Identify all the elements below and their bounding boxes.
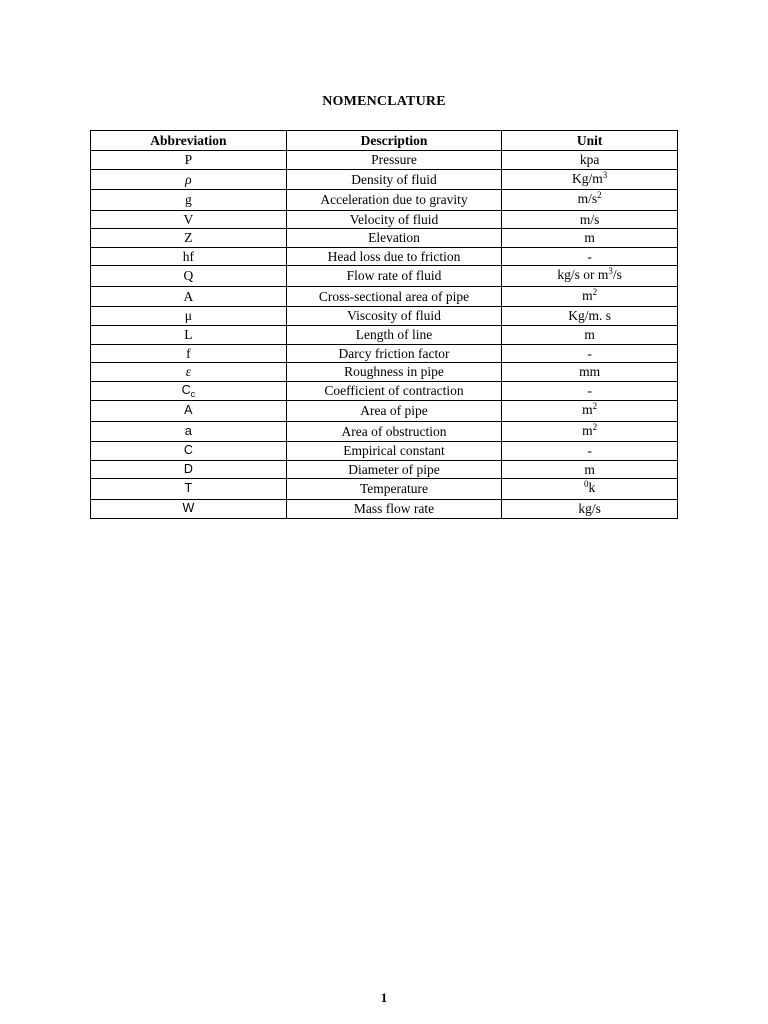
description-cell: Area of pipe: [286, 401, 502, 422]
table-row: [91, 381, 678, 401]
unit-cell: [502, 190, 678, 211]
abbreviation-cell: ε: [91, 363, 287, 382]
unit-cell: [502, 286, 678, 307]
table-row: [91, 247, 678, 266]
abbreviation-cell: μ: [91, 307, 287, 326]
unit-base: m: [582, 287, 593, 303]
unit-base: m: [582, 402, 593, 418]
abbreviation-cell: a: [91, 421, 287, 442]
abbreviation-base: C: [181, 382, 191, 397]
table-row: [91, 286, 678, 307]
unit-prefix: kg/s or m: [557, 267, 609, 283]
abbreviation-cell: A: [91, 401, 287, 422]
abbreviation-cell: hf: [91, 247, 287, 266]
page-number: 1: [380, 990, 388, 1005]
abbreviation-cell: Q: [91, 266, 287, 287]
abbreviation-cell: ρ: [91, 169, 287, 190]
unit-cell: kpa: [502, 151, 678, 170]
abbreviation-cell: A: [91, 286, 287, 307]
description-cell: Acceleration due to gravity: [286, 190, 502, 211]
table-row: [91, 151, 678, 170]
header-unit: Unit: [502, 131, 678, 151]
table-row: [91, 190, 678, 211]
unit-superscript: 2: [592, 286, 598, 297]
abbreviation-cell: [91, 381, 287, 401]
unit-cell: Kg/m. s: [502, 307, 678, 326]
abbreviation-cell: T: [91, 479, 287, 500]
table-row: [91, 363, 678, 382]
unit-cell: [502, 479, 678, 500]
description-cell: Flow rate of fluid: [286, 266, 502, 287]
unit-cell: m: [502, 325, 678, 344]
table-row: [91, 169, 678, 190]
unit-cell: m/s: [502, 210, 678, 229]
unit-superscript: 3: [608, 266, 613, 277]
nomenclature-table: [90, 130, 678, 519]
description-cell: Roughness in pipe: [286, 363, 502, 382]
unit-cell: [502, 401, 678, 422]
abbreviation-cell: V: [91, 210, 287, 229]
unit-cell: -: [502, 442, 678, 461]
description-cell: Diameter of pipe: [286, 460, 502, 479]
table-row: [91, 210, 678, 229]
unit-cell: -: [502, 344, 678, 363]
description-cell: Velocity of fluid: [286, 210, 502, 229]
page-title: NOMENCLATURE: [322, 94, 446, 109]
description-cell: Viscosity of fluid: [286, 307, 502, 326]
abbreviation-cell: C: [91, 442, 287, 461]
unit-base: m: [582, 422, 593, 438]
unit-cell: kg/s: [502, 499, 678, 518]
table-row: [91, 344, 678, 363]
unit-superscript: 3: [602, 169, 608, 180]
abbreviation-cell: Z: [91, 229, 287, 248]
table-row: [91, 325, 678, 344]
table-header-row: [91, 131, 678, 151]
description-cell: Length of line: [286, 325, 502, 344]
abbreviation-cell: f: [91, 344, 287, 363]
abbreviation-subscript: c: [190, 388, 196, 399]
abbreviation-cell: W: [91, 499, 287, 518]
description-cell: Empirical constant: [286, 442, 502, 461]
unit-suffix: /s: [612, 267, 622, 283]
description-cell: Coefficient of contraction: [286, 381, 502, 401]
description-cell: Darcy friction factor: [286, 344, 502, 363]
table-row: [91, 442, 678, 461]
unit-cell: mm: [502, 363, 678, 382]
description-cell: Density of fluid: [286, 169, 502, 190]
table-row: [91, 266, 678, 287]
table-row: [91, 229, 678, 248]
description-cell: Pressure: [286, 151, 502, 170]
description-cell: Area of obstruction: [286, 421, 502, 442]
abbreviation-cell: g: [91, 190, 287, 211]
description-cell: Cross-sectional area of pipe: [286, 286, 502, 307]
table-row: [91, 499, 678, 518]
table-row: [91, 401, 678, 422]
table-row: [91, 479, 678, 500]
unit-superscript: 2: [592, 421, 598, 432]
unit-base: k: [588, 480, 596, 496]
unit-cell: [502, 421, 678, 442]
unit-cell: [502, 266, 678, 287]
description-cell: Head loss due to friction: [286, 247, 502, 266]
abbreviation-cell: L: [91, 325, 287, 344]
unit-cell: m: [502, 460, 678, 479]
abbreviation-cell: P: [91, 151, 287, 170]
unit-base: m/s: [577, 191, 598, 207]
unit-cell: [502, 169, 678, 190]
abbreviation-cell: D: [91, 460, 287, 479]
unit-cell: m: [502, 229, 678, 248]
header-description: Description: [286, 131, 502, 151]
description-cell: Elevation: [286, 229, 502, 248]
unit-superscript: 2: [592, 401, 598, 412]
unit-cell: -: [502, 381, 678, 401]
unit-base: Kg/m: [572, 170, 603, 186]
table-row: [91, 460, 678, 479]
header-abbreviation: Abbreviation: [91, 131, 287, 151]
unit-superscript: 2: [597, 190, 602, 201]
description-cell: Temperature: [286, 479, 502, 500]
unit-superscript: 0: [584, 479, 589, 490]
table-row: [91, 307, 678, 326]
table-row: [91, 421, 678, 442]
description-cell: Mass flow rate: [286, 499, 502, 518]
unit-cell: -: [502, 247, 678, 266]
